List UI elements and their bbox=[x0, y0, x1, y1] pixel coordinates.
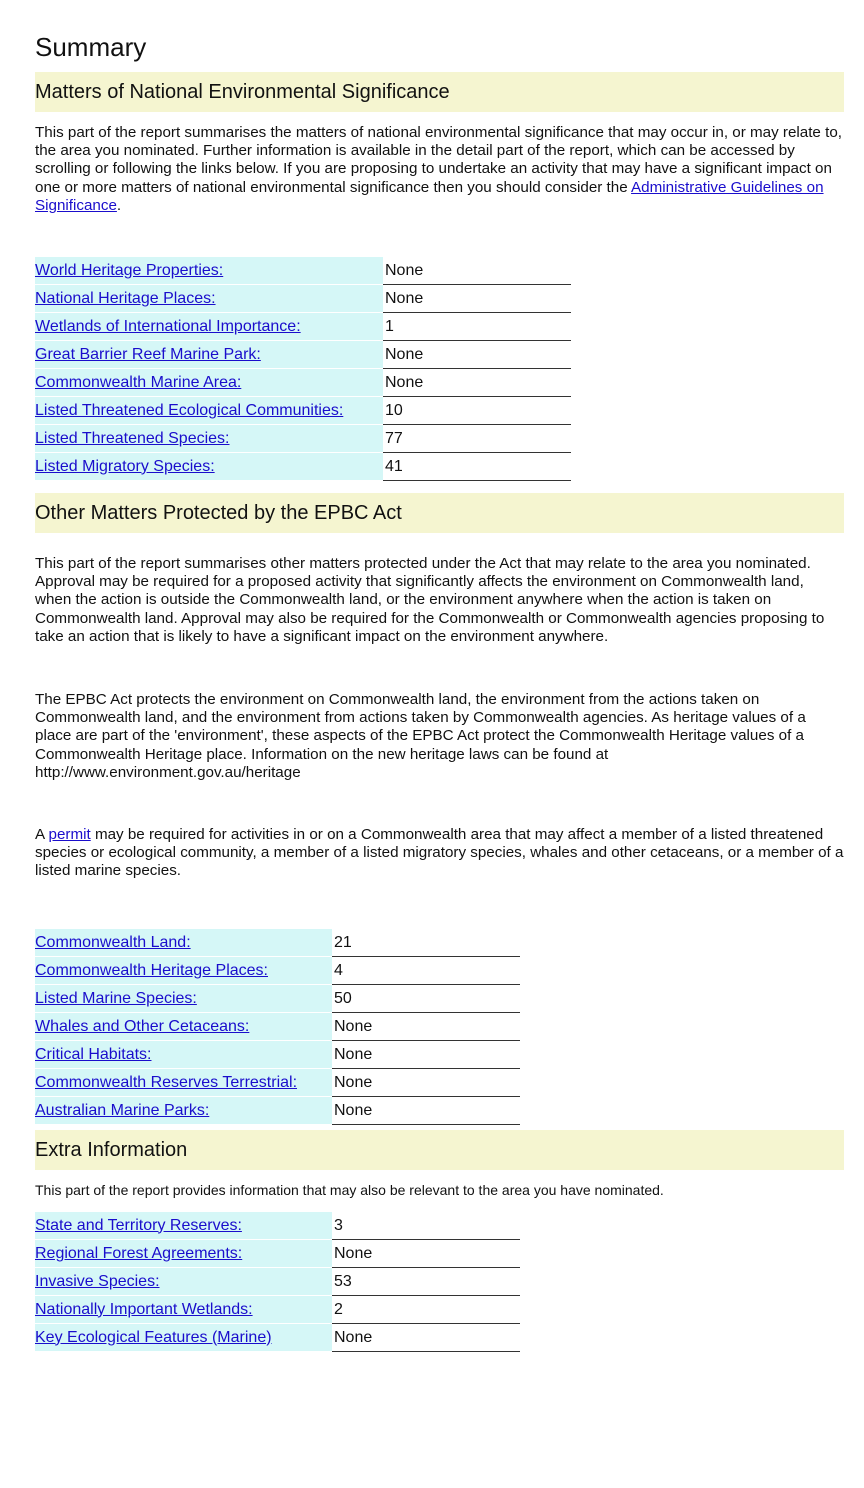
barrier-reef-link[interactable]: Great Barrier Reef Marine Park: bbox=[35, 345, 261, 363]
table-row bbox=[35, 397, 571, 425]
other-para-3: A permit may be required for activities in or on a Commonwealth area that may affect a member of a listed threatened species or ecological community, a member of a listed migratory species, whales and other cetaceans, or a member of a listed marine species. bbox=[35, 826, 844, 880]
commonwealth-heritage-value: 4 bbox=[332, 957, 520, 985]
reserves-terrestrial-link[interactable]: Commonwealth Reserves Terrestrial: bbox=[35, 1073, 298, 1091]
migratory-species-value: 41 bbox=[383, 453, 571, 481]
wetlands-value: 1 bbox=[383, 313, 571, 341]
extra-table bbox=[35, 1212, 520, 1352]
critical-habitats-value: None bbox=[332, 1041, 520, 1069]
ecological-features-link[interactable]: Key Ecological Features (Marine) bbox=[35, 1328, 272, 1346]
critical-habitats-link[interactable]: Critical Habitats: bbox=[35, 1045, 152, 1063]
forest-agreements-link[interactable]: Regional Forest Agreements: bbox=[35, 1244, 243, 1262]
table-row bbox=[35, 1097, 520, 1125]
table-row bbox=[35, 425, 571, 453]
cetaceans-link[interactable]: Whales and Other Cetaceans: bbox=[35, 1017, 250, 1035]
important-wetlands-link[interactable]: Nationally Important Wetlands: bbox=[35, 1300, 253, 1318]
wetlands-link[interactable]: Wetlands of International Importance: bbox=[35, 317, 301, 335]
table-row bbox=[35, 285, 571, 313]
table-row bbox=[35, 1268, 520, 1296]
table-row bbox=[35, 313, 571, 341]
table-row bbox=[35, 341, 571, 369]
other-table bbox=[35, 929, 520, 1125]
commonwealth-land-link[interactable]: Commonwealth Land: bbox=[35, 933, 191, 951]
marine-parks-link[interactable]: Australian Marine Parks: bbox=[35, 1101, 210, 1119]
table-row bbox=[35, 453, 571, 481]
table-row bbox=[35, 1069, 520, 1097]
other-para-1: This part of the report summarises other matters protected under the Act that may relate to the area you nominated. Approval may be required for a proposed activity that significantly affects the environment on Commonwealth land, when the action is outside the Commonwealth land, or the environment anywhere when the action is taken on Commonwealth land. Approval may also be required for the Commonwealth or Commonwealth agencies proposing to take an action that is likely to have a significant impact on the environment anywhere. bbox=[35, 555, 825, 645]
ecological-communities-value: 10 bbox=[383, 397, 571, 425]
mnes-heading: Matters of National Environmental Significance bbox=[35, 72, 844, 112]
permit-link[interactable]: permit bbox=[48, 826, 91, 843]
table-row bbox=[35, 257, 571, 285]
guidelines-link[interactable]: Administrative Guidelines on Significance bbox=[35, 178, 824, 214]
barrier-reef-value: None bbox=[383, 341, 571, 369]
important-wetlands-value: 2 bbox=[332, 1296, 520, 1324]
table-row bbox=[35, 1240, 520, 1268]
table-row bbox=[35, 929, 520, 957]
table-row bbox=[35, 1212, 520, 1240]
threatened-species-link[interactable]: Listed Threatened Species: bbox=[35, 429, 230, 447]
commonwealth-heritage-link[interactable]: Commonwealth Heritage Places: bbox=[35, 961, 268, 979]
state-reserves-link[interactable]: State and Territory Reserves: bbox=[35, 1216, 242, 1234]
ecological-features-value: None bbox=[332, 1324, 520, 1352]
invasive-species-value: 53 bbox=[332, 1268, 520, 1296]
marine-area-link[interactable]: Commonwealth Marine Area: bbox=[35, 373, 242, 391]
mnes-intro: This part of the report summarises the matters of national environmental significance that may occur in, or may relate to, the area you nominated. Further information is available in the detail part of the report, which can be accessed by scrolling or following the links below. If you are proposing to undertake an activity that may have a significant impact on one or more matters of national environmental significance then you should consider the Administrative Guidelines on Significance. bbox=[35, 124, 842, 214]
table-row bbox=[35, 1041, 520, 1069]
other-para-2: The EPBC Act protects the environment on Commonwealth land, the environment from the actions taken on Commonwealth land, and the environment from actions taken by Commonwealth agencies. As heritage values of a place are part of the 'environment', these aspects of the EPBC Act protect the Commonwealth Heritage values of a Commonwealth Heritage place. Information on the new heritage laws can be found at http://www.environment.gov.au/heritage bbox=[35, 691, 806, 781]
page-title: Summary bbox=[35, 32, 147, 62]
national-heritage-value: None bbox=[383, 285, 571, 313]
threatened-species-value: 77 bbox=[383, 425, 571, 453]
world-heritage-link[interactable]: World Heritage Properties: bbox=[35, 261, 224, 279]
forest-agreements-value: None bbox=[332, 1240, 520, 1268]
marine-parks-value: None bbox=[332, 1097, 520, 1125]
table-row bbox=[35, 369, 571, 397]
migratory-species-link[interactable]: Listed Migratory Species: bbox=[35, 457, 215, 475]
table-row bbox=[35, 1324, 520, 1352]
extra-heading: Extra Information bbox=[35, 1130, 844, 1170]
cetaceans-value: None bbox=[332, 1013, 520, 1041]
reserves-terrestrial-value: None bbox=[332, 1069, 520, 1097]
state-reserves-value: 3 bbox=[332, 1212, 520, 1240]
table-row bbox=[35, 957, 520, 985]
marine-area-value: None bbox=[383, 369, 571, 397]
table-row bbox=[35, 1296, 520, 1324]
marine-species-link[interactable]: Listed Marine Species: bbox=[35, 989, 197, 1007]
world-heritage-value: None bbox=[383, 257, 571, 285]
table-row bbox=[35, 1013, 520, 1041]
marine-species-value: 50 bbox=[332, 985, 520, 1013]
commonwealth-land-value: 21 bbox=[332, 929, 520, 957]
other-heading: Other Matters Protected by the EPBC Act bbox=[35, 493, 844, 533]
table-row bbox=[35, 985, 520, 1013]
mnes-table bbox=[35, 257, 571, 481]
invasive-species-link[interactable]: Invasive Species: bbox=[35, 1272, 160, 1290]
extra-intro: This part of the report provides information that may also be relevant to the area you have nominated. bbox=[35, 1182, 664, 1198]
national-heritage-link[interactable]: National Heritage Places: bbox=[35, 289, 216, 307]
ecological-communities-link[interactable]: Listed Threatened Ecological Communities: bbox=[35, 401, 344, 419]
